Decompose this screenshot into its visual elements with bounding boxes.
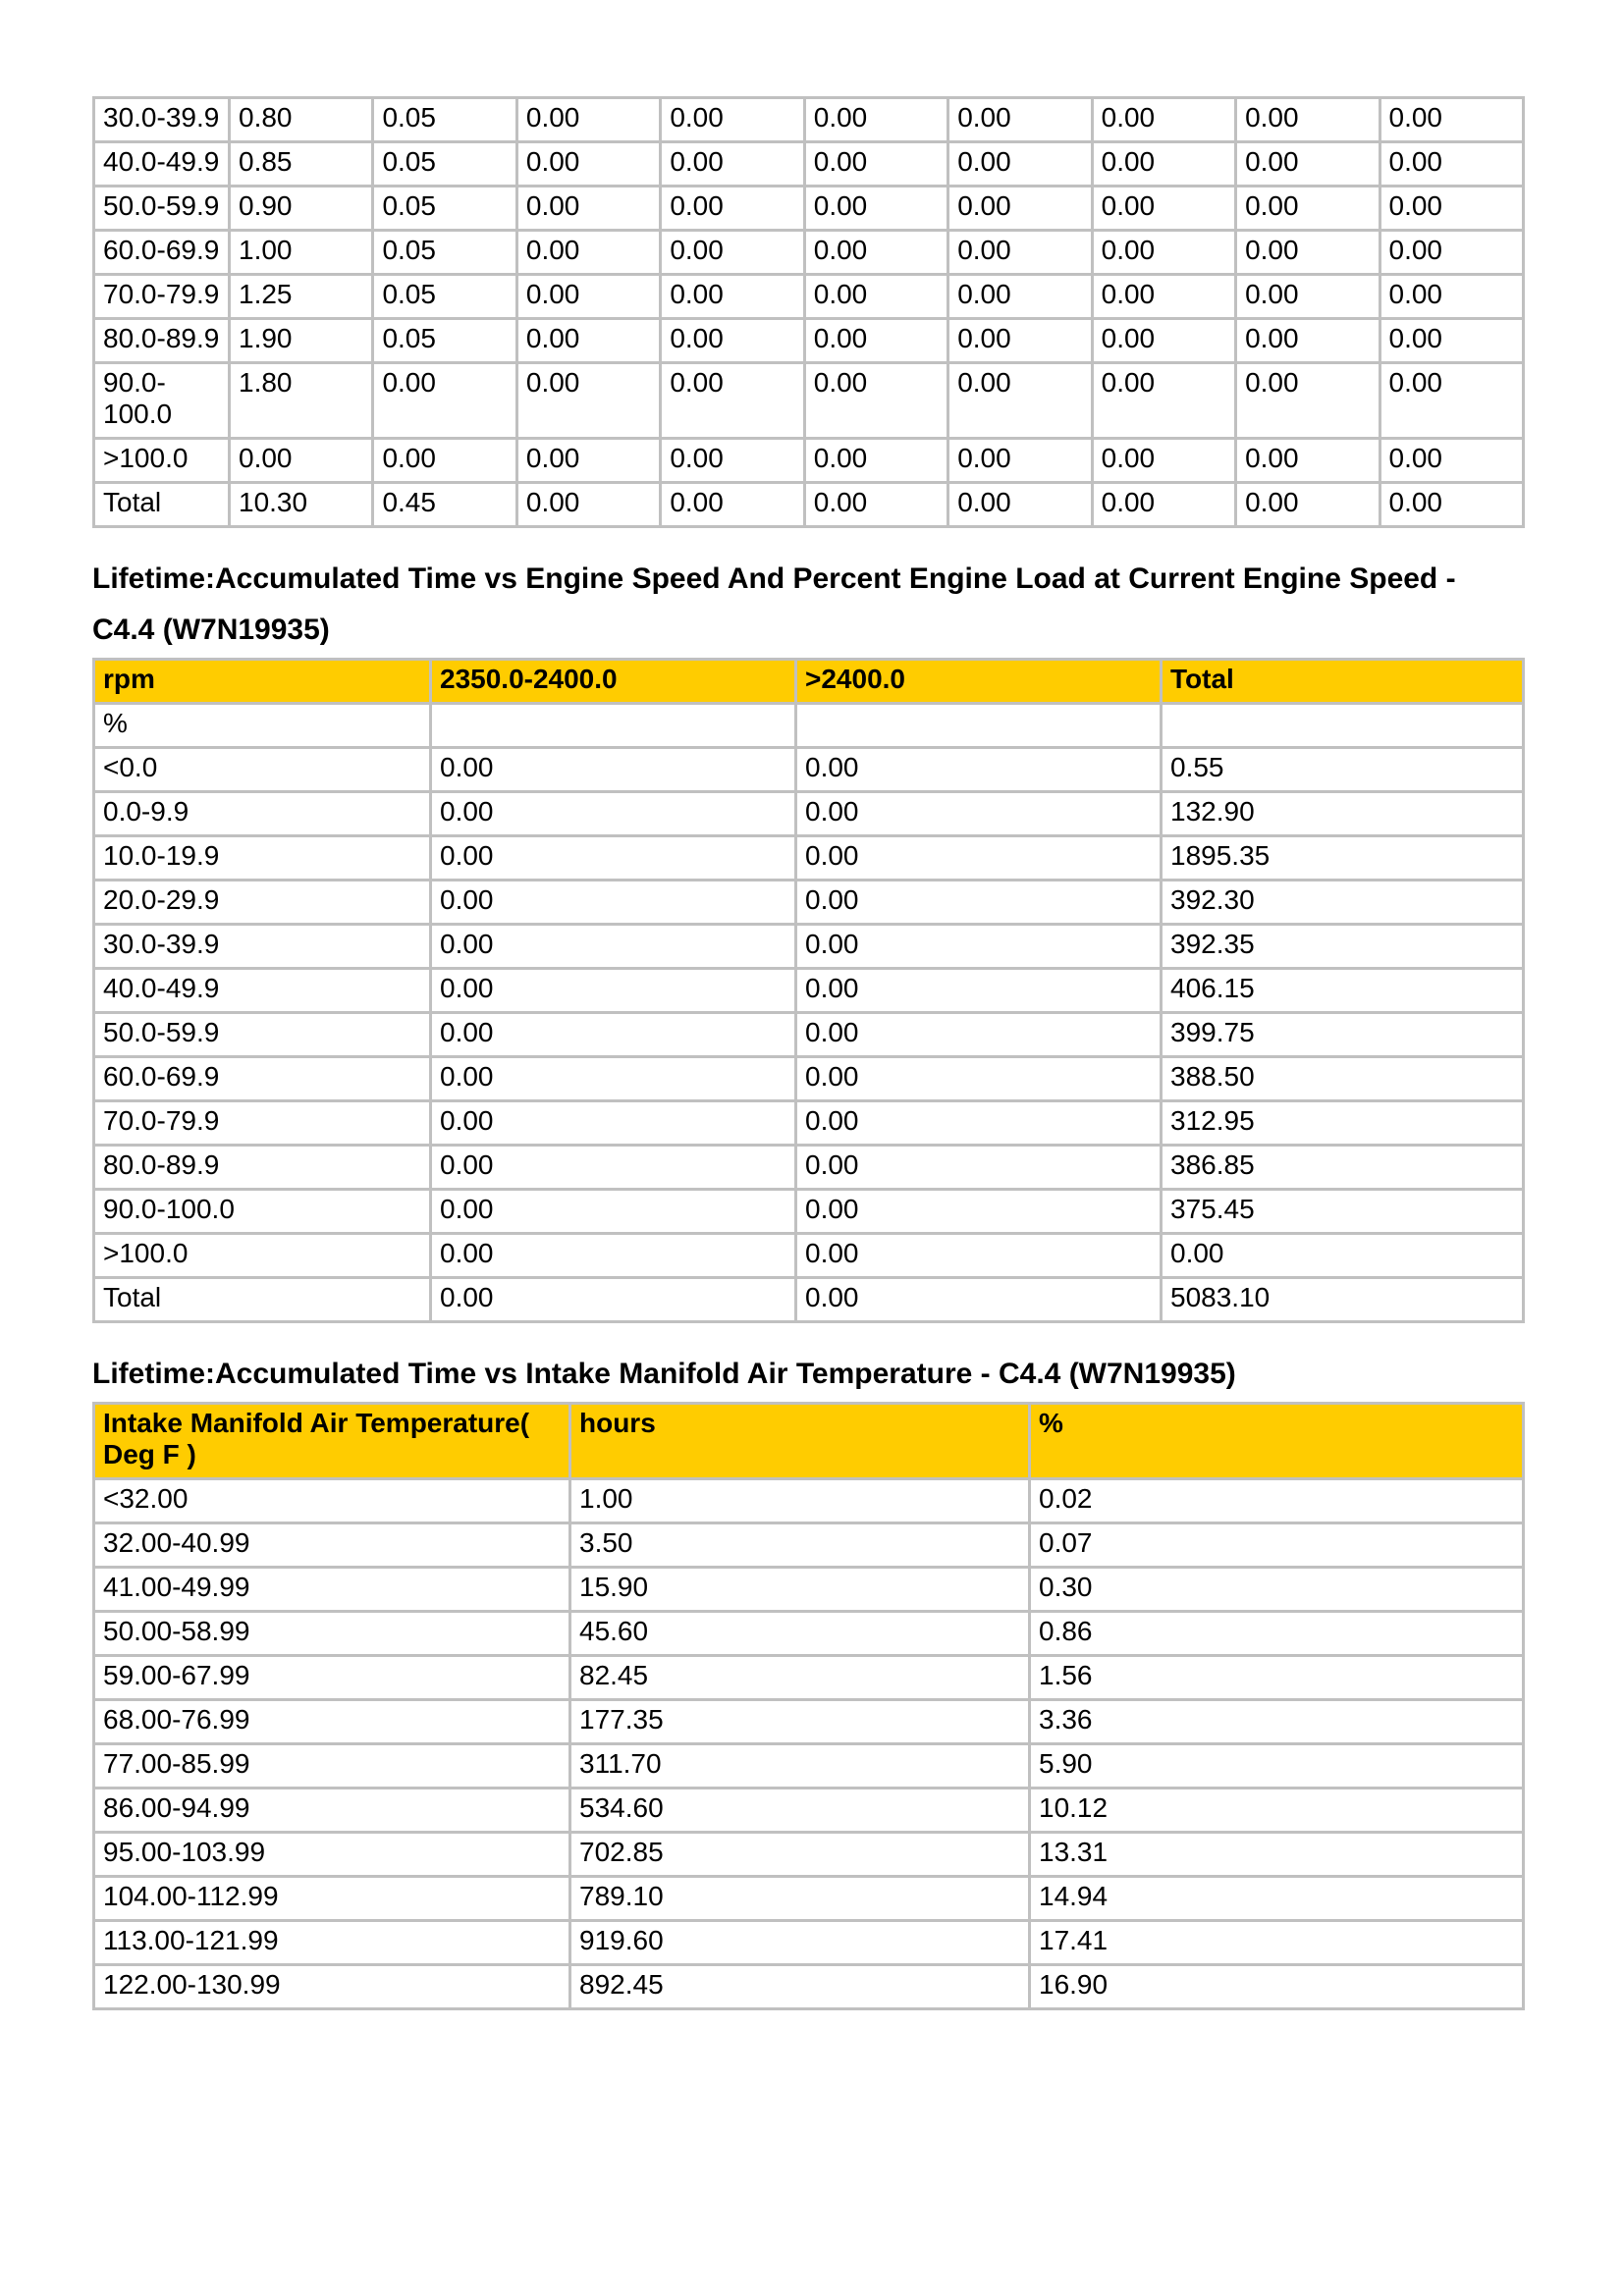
table-cell: 0.00 (373, 363, 516, 439)
table-cell: 0.05 (373, 319, 516, 363)
table-row (94, 969, 1524, 1013)
table-cell: 0.00 (661, 439, 804, 483)
table-cell: 702.85 (570, 1833, 1030, 1877)
table-cell: 0.00 (1092, 483, 1235, 527)
table-cell: 0.00 (431, 1013, 796, 1057)
table-cell: 0.00 (516, 363, 660, 439)
table-cell: 10.30 (230, 483, 373, 527)
table-cell: 17.41 (1030, 1921, 1524, 1965)
table-cell: 41.00-49.99 (94, 1568, 570, 1612)
table-row (94, 1568, 1524, 1612)
table-cell: 0.00 (516, 98, 660, 142)
table-row (94, 142, 1524, 187)
table-row (94, 1744, 1524, 1789)
table-row (94, 1921, 1524, 1965)
table-row (94, 1234, 1524, 1278)
table-cell: 0.00 (1092, 319, 1235, 363)
table-cell: 177.35 (570, 1700, 1030, 1744)
table-cell: 0.00 (948, 275, 1092, 319)
column-header-total: Total (1162, 660, 1524, 704)
table-header-row (94, 660, 1524, 704)
table-cell: 0.45 (373, 483, 516, 527)
section-title-line1: Lifetime:Accumulated Time vs Engine Speed And Percent Engine Load at Current Engine Speed - (92, 562, 1456, 595)
table-cell: 5.90 (1030, 1744, 1524, 1789)
table-cell: 0.00 (431, 969, 796, 1013)
table-cell: 0.00 (796, 969, 1162, 1013)
column-header-hours: hours (570, 1404, 1030, 1479)
table-row (94, 231, 1524, 275)
table-cell: 0.00 (1092, 275, 1235, 319)
table-cell: 399.75 (1162, 1013, 1524, 1057)
table-cell: 80.0-89.9 (94, 319, 230, 363)
table-row (94, 1523, 1524, 1568)
table-row (94, 1057, 1524, 1101)
table-cell: 0.00 (431, 1278, 796, 1322)
table-cell: 0.00 (1092, 439, 1235, 483)
table-row (94, 1789, 1524, 1833)
table-cell: 0.00 (1162, 1234, 1524, 1278)
subheader-cell (796, 704, 1162, 748)
table-row (94, 1656, 1524, 1700)
table-cell: 0.00 (796, 1190, 1162, 1234)
table-row (94, 1190, 1524, 1234)
table-cell: 0.00 (230, 439, 373, 483)
column-header-rpm: rpm (94, 660, 431, 704)
table-cell: >100.0 (94, 1234, 431, 1278)
table-cell: 0.00 (661, 142, 804, 187)
table-cell: 0.00 (796, 1057, 1162, 1101)
table-cell: 0.00 (1092, 187, 1235, 231)
table-cell: 0.00 (948, 98, 1092, 142)
table-cell: 3.50 (570, 1523, 1030, 1568)
table-cell: 311.70 (570, 1744, 1030, 1789)
table-cell: Total (94, 483, 230, 527)
table-cell: 0.00 (1380, 187, 1524, 231)
table-row (94, 792, 1524, 836)
table-cell: 0.00 (431, 1146, 796, 1190)
table-cell: 392.35 (1162, 925, 1524, 969)
table-cell: 0.00 (796, 1101, 1162, 1146)
table-cell: 20.0-29.9 (94, 881, 431, 925)
table-cell: 0.00 (796, 925, 1162, 969)
table-cell: <0.0 (94, 748, 431, 792)
table-cell: <32.00 (94, 1479, 570, 1523)
section-title-intake-air-temp (92, 1349, 1531, 1400)
table-row (94, 925, 1524, 969)
table-cell: 0.00 (516, 231, 660, 275)
table-cell: 0.00 (804, 231, 947, 275)
table-row (94, 187, 1524, 231)
table-cell: 0.00 (804, 363, 947, 439)
subheader-cell-percent: % (94, 704, 431, 748)
table-cell: 0.00 (1380, 363, 1524, 439)
table-cell: 0.00 (516, 142, 660, 187)
table-row (94, 1612, 1524, 1656)
section-title-line1: Lifetime:Accumulated Time vs Intake Manifold Air Temperature - C4.4 (W7N19935) (92, 1358, 1236, 1390)
table-cell: 388.50 (1162, 1057, 1524, 1101)
table-cell: 0.00 (516, 187, 660, 231)
table-cell: 0.00 (1092, 98, 1235, 142)
table-cell: 80.0-89.9 (94, 1146, 431, 1190)
table-cell: 0.00 (431, 1057, 796, 1101)
table-cell: 0.00 (516, 275, 660, 319)
table-cell: 0.00 (1092, 363, 1235, 439)
table-cell: 534.60 (570, 1789, 1030, 1833)
table-cell: 0.00 (1236, 98, 1380, 142)
section-title-line2: C4.4 (W7N19935) (92, 614, 330, 646)
table-cell: 0.00 (804, 439, 947, 483)
table-cell: 82.45 (570, 1656, 1030, 1700)
table-cell: 90.0-100.0 (94, 363, 230, 439)
table-cell: 0.00 (1092, 142, 1235, 187)
column-header-temperature: Intake Manifold Air Temperature( Deg F ) (94, 1404, 570, 1479)
table-cell: 50.0-59.9 (94, 1013, 431, 1057)
table-cell: 104.00-112.99 (94, 1877, 570, 1921)
table-cell: 0.00 (1380, 319, 1524, 363)
table-row (94, 748, 1524, 792)
table-cell: 0.00 (796, 748, 1162, 792)
table-cell: 0.05 (373, 231, 516, 275)
table-cell: 0.00 (431, 881, 796, 925)
table-cell: 132.90 (1162, 792, 1524, 836)
table-cell: 0.00 (661, 275, 804, 319)
table-cell: 0.00 (1236, 439, 1380, 483)
table-cell: 0.00 (948, 231, 1092, 275)
table-cell: 30.0-39.9 (94, 98, 230, 142)
table-cell: 13.31 (1030, 1833, 1524, 1877)
table-cell: 16.90 (1030, 1965, 1524, 2009)
table-row (94, 1146, 1524, 1190)
table-cell: 0.05 (373, 275, 516, 319)
table-row (94, 275, 1524, 319)
table-cell: 0.00 (1380, 98, 1524, 142)
table-cell: 392.30 (1162, 881, 1524, 925)
table-cell: 10.0-19.9 (94, 836, 431, 881)
table-cell: 14.94 (1030, 1877, 1524, 1921)
table-cell: 77.00-85.99 (94, 1744, 570, 1789)
table-cell: 10.12 (1030, 1789, 1524, 1833)
table-cell: 40.0-49.9 (94, 969, 431, 1013)
table-row (94, 483, 1524, 527)
column-header-range-2: >2400.0 (796, 660, 1162, 704)
table-cell: 789.10 (570, 1877, 1030, 1921)
engine-speed-load-table (92, 658, 1525, 1323)
table-cell: 312.95 (1162, 1101, 1524, 1146)
table-cell: 0.30 (1030, 1568, 1524, 1612)
table-cell: 1.56 (1030, 1656, 1524, 1700)
table-cell: 0.00 (661, 483, 804, 527)
table-cell: 50.00-58.99 (94, 1612, 570, 1656)
table-cell: 0.00 (1236, 319, 1380, 363)
table-cell: 0.00 (1236, 142, 1380, 187)
table-cell: 90.0-100.0 (94, 1190, 431, 1234)
table-row (94, 836, 1524, 881)
table-cell: 15.90 (570, 1568, 1030, 1612)
table-cell: 0.00 (948, 483, 1092, 527)
table-cell: 1.00 (570, 1479, 1030, 1523)
table-cell: 0.00 (1236, 363, 1380, 439)
subheader-cell (1162, 704, 1524, 748)
table-cell: Total (94, 1278, 431, 1322)
table-cell: 1.80 (230, 363, 373, 439)
table-cell: 122.00-130.99 (94, 1965, 570, 2009)
table-cell: 0.00 (431, 925, 796, 969)
table-cell: 68.00-76.99 (94, 1700, 570, 1744)
table-row (94, 1877, 1524, 1921)
table-cell: 3.36 (1030, 1700, 1524, 1744)
table-cell: 0.05 (373, 98, 516, 142)
table-cell: 0.00 (948, 363, 1092, 439)
table-cell: 0.00 (796, 1146, 1162, 1190)
table-cell: 375.45 (1162, 1190, 1524, 1234)
table-cell: 0.80 (230, 98, 373, 142)
table-row (94, 1278, 1524, 1322)
table-cell: 0.00 (661, 363, 804, 439)
table-cell: 0.85 (230, 142, 373, 187)
table-cell: 386.85 (1162, 1146, 1524, 1190)
table-cell: 0.02 (1030, 1479, 1524, 1523)
table-row (94, 98, 1524, 142)
engine-load-table-continuation (92, 96, 1525, 528)
table-cell: 1.00 (230, 231, 373, 275)
table-cell: 0.00 (431, 1101, 796, 1146)
table-cell: 0.00 (431, 792, 796, 836)
table-cell: 0.00 (1236, 231, 1380, 275)
table-cell: 0.00 (796, 836, 1162, 881)
table-cell: 0.00 (431, 1234, 796, 1278)
table-cell: 0.00 (804, 483, 947, 527)
table-cell: 919.60 (570, 1921, 1030, 1965)
table-cell: 0.00 (1092, 231, 1235, 275)
table-cell: 0.00 (804, 98, 947, 142)
table-cell: 70.0-79.9 (94, 275, 230, 319)
table-cell: 0.00 (804, 187, 947, 231)
intake-air-temp-table (92, 1402, 1525, 2010)
column-header-range-1: 2350.0-2400.0 (431, 660, 796, 704)
table-cell: 0.00 (661, 231, 804, 275)
table-cell: 0.00 (1236, 187, 1380, 231)
table-cell: 32.00-40.99 (94, 1523, 570, 1568)
table-cell: 0.00 (948, 439, 1092, 483)
section-title-engine-speed-load (92, 554, 1531, 656)
table-cell: 0.00 (373, 439, 516, 483)
table-subheader-row (94, 704, 1524, 748)
table-cell: 0.05 (373, 187, 516, 231)
table-cell: 0.00 (948, 187, 1092, 231)
table-cell: 0.00 (796, 1234, 1162, 1278)
table-cell: 0.00 (1236, 483, 1380, 527)
table-cell: 892.45 (570, 1965, 1030, 2009)
table-cell: 0.90 (230, 187, 373, 231)
table-cell: 0.00 (796, 1278, 1162, 1322)
column-header-percent: % (1030, 1404, 1524, 1479)
table-row (94, 319, 1524, 363)
table-cell: 0.00 (431, 836, 796, 881)
table-cell: 0.00 (804, 319, 947, 363)
table-row (94, 881, 1524, 925)
table-row (94, 1965, 1524, 2009)
subheader-cell (431, 704, 796, 748)
table-cell: 0.00 (516, 483, 660, 527)
table-cell: 0.86 (1030, 1612, 1524, 1656)
table-cell: 0.00 (804, 275, 947, 319)
table-row (94, 439, 1524, 483)
table-cell: 50.0-59.9 (94, 187, 230, 231)
table-cell: 0.00 (796, 1013, 1162, 1057)
table-cell: 0.00 (661, 98, 804, 142)
table-cell: 0.00 (661, 319, 804, 363)
table-cell: 0.00 (1380, 275, 1524, 319)
table-cell: 113.00-121.99 (94, 1921, 570, 1965)
table-cell: >100.0 (94, 439, 230, 483)
table-cell: 1895.35 (1162, 836, 1524, 881)
table-cell: 0.00 (804, 142, 947, 187)
table-cell: 0.00 (948, 319, 1092, 363)
table-cell: 30.0-39.9 (94, 925, 431, 969)
table-row (94, 1013, 1524, 1057)
table-row (94, 1700, 1524, 1744)
table-cell: 40.0-49.9 (94, 142, 230, 187)
table-cell: 0.00 (796, 792, 1162, 836)
table-cell: 0.00 (1380, 142, 1524, 187)
table-row (94, 1833, 1524, 1877)
table-cell: 0.00 (1380, 483, 1524, 527)
table-cell: 60.0-69.9 (94, 1057, 431, 1101)
table-cell: 0.00 (431, 1190, 796, 1234)
table-cell: 1.25 (230, 275, 373, 319)
table-cell: 406.15 (1162, 969, 1524, 1013)
table-row (94, 1479, 1524, 1523)
table-cell: 45.60 (570, 1612, 1030, 1656)
table-row (94, 1101, 1524, 1146)
table-cell: 1.90 (230, 319, 373, 363)
table-cell: 0.00 (796, 881, 1162, 925)
table-cell: 95.00-103.99 (94, 1833, 570, 1877)
table-cell: 5083.10 (1162, 1278, 1524, 1322)
table-cell: 59.00-67.99 (94, 1656, 570, 1700)
table-cell: 0.05 (373, 142, 516, 187)
table-cell: 0.00 (1236, 275, 1380, 319)
table-cell: 0.00 (661, 187, 804, 231)
table-cell: 0.00 (1380, 231, 1524, 275)
table-cell: 70.0-79.9 (94, 1101, 431, 1146)
table-cell: 0.00 (431, 748, 796, 792)
table-cell: 0.55 (1162, 748, 1524, 792)
table-cell: 0.00 (516, 319, 660, 363)
table-cell: 0.00 (1380, 439, 1524, 483)
table-header-row (94, 1404, 1524, 1479)
table-cell: 0.07 (1030, 1523, 1524, 1568)
table-cell: 60.0-69.9 (94, 231, 230, 275)
table-cell: 86.00-94.99 (94, 1789, 570, 1833)
table-cell: 0.00 (948, 142, 1092, 187)
table-cell: 0.00 (516, 439, 660, 483)
table-row (94, 363, 1524, 439)
table-cell: 0.0-9.9 (94, 792, 431, 836)
